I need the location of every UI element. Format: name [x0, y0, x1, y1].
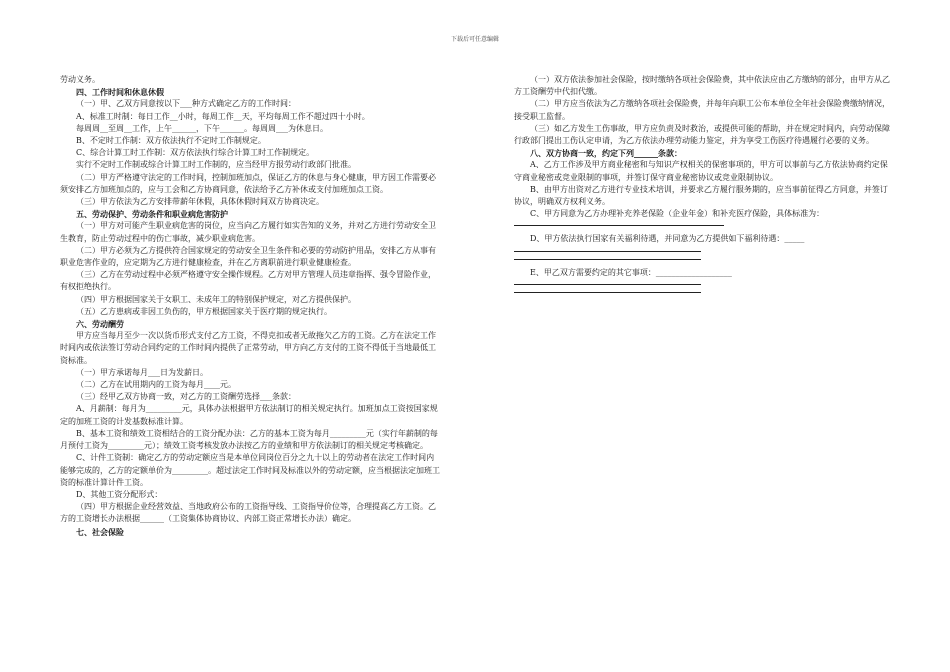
- paragraph: C、计件工资制：确定乙方的劳动定额应当是本单位同岗位百分之九十以上的劳动者在法定工作时间内能够完成的，乙方的定额单价为_________。超过法定工作时间及标准以外的劳动定额，应当根据法定加班工资的标准计算计件工资。: [60, 453, 440, 487]
- section-heading: 七、社会保险: [76, 526, 124, 537]
- paragraph: A、月薪制：每月为_________元，具体办法根据甲方依法制订的相关规定执行。加班加点工资按国家规定的加班工资的计发基数标准计算。: [60, 404, 438, 426]
- paragraph: B、基本工资和绩效工资相结合的工资分配办法：乙方的基本工资为每月_________元（实行年薪制的每月预付工资为_________元）；绩效工资考核发放办法按乙方的业绩和甲方依法制订的相关规定考核确定。: [60, 428, 438, 451]
- paragraph: C、甲方同意为乙方办理补充养老保险（企业年金）和补充医疗保险，具体标准为：: [530, 209, 825, 219]
- paragraph: （三）乙方在劳动过程中必须严格遵守安全操作规程。乙方对甲方管理人员违章指挥、强令冒险作业，有权拒绝执行。: [60, 270, 436, 292]
- paragraph: 每周周__至周__工作，上午______，下午______。每周周___为休息日。: [76, 123, 328, 133]
- paragraph: 劳动义务。: [60, 75, 100, 84]
- paragraph: D、甲方依法执行国家有关福利待遇，并同意为乙方提供如下福利待遇：_____: [530, 234, 805, 244]
- paragraph: 甲方应当每月至少一次以货币形式支付乙方工资，不得克扣或者无故拖欠乙方的工资。乙方在法定工作时间内或依法签订劳动合同约定的工作时间内提供了正常劳动，甲方向乙方支付的工资不得低于当地最低工资标准。: [60, 331, 436, 365]
- paragraph: （二）甲方应当依法为乙方缴纳各项社会保险费，并每年向职工公布本单位全年社会保险费缴纳情况，接受职工监督。: [514, 99, 890, 121]
- paragraph: （一）甲方对可能产生职业病危害的岗位，应当向乙方履行如实告知的义务，并对乙方进行劳动安全卫生教育，防止劳动过程中的伤亡事故，减少职业病危害。: [60, 221, 436, 243]
- fill-in-blank-line: [514, 284, 701, 285]
- paragraph: （二）甲方必须为乙方提供符合国家规定的劳动安全卫生条件和必要的劳动防护用品，安排乙方从事有职业危害作业的，应定期为乙方进行健康检查，并在乙方离职前进行职业健康检查。: [60, 245, 436, 268]
- paragraph: （四）甲方根据国家关于女职工、未成年工的特别保护规定，对乙方提供保护。: [76, 294, 356, 304]
- paragraph: （一）双方依法参加社会保险，按时缴纳各项社会保险费，其中依法应由乙方缴纳的部分，由甲方从乙方工资酬劳中代扣代缴。: [514, 75, 890, 97]
- paragraph: （五）乙方患病或非因工负伤的，甲方根据国家关于医疗期的规定执行。: [76, 306, 332, 316]
- fill-in-blank-line: [514, 292, 701, 293]
- fill-in-blank-line: [514, 259, 701, 260]
- paragraph: A、标准工时制：每日工作__小时，每周工作__天，平均每周工作不超过四十小时。: [76, 111, 370, 121]
- section-heading: 六、劳动酬劳: [76, 319, 124, 330]
- paragraph: D、其他工资分配形式：: [76, 489, 163, 499]
- paragraph: （一）甲方承诺每月___日为发薪日。: [76, 367, 208, 377]
- paragraph: 实行不定时工作制或综合计算工时工作制的，应当经甲方报劳动行政部门批准。: [76, 160, 356, 170]
- paragraph: （三）经甲乙双方协商一致，对乙方的工资酬劳选择___条款：: [76, 392, 296, 402]
- paragraph: （三）甲方依法为乙方安排带薪年休假，具体休假时间双方协商决定。: [76, 197, 324, 207]
- paragraph: （二）甲方严格遵守法定的工作时间，控制加班加点，保证乙方的休息与身心健康，甲方因工作需要必须安排乙方加班加点的，应与工会和乙方协商同意，依法给予乙方补休或支付加班加点工资。: [60, 172, 436, 194]
- section-heading: 五、劳动保护、劳动条件和职业病危害防护: [76, 209, 228, 220]
- left-column: [60, 74, 442, 538]
- paragraph: B、不定时工作制：双方依法执行不定时工作制规定。: [76, 136, 266, 146]
- section-heading: 四、工作时间和休息休假: [76, 87, 164, 98]
- fill-in-blank-line: [514, 251, 701, 252]
- paragraph: C、综合计算工时工作制：双方依法执行综合计算工时工作制规定。: [76, 148, 315, 158]
- paragraph: E、甲乙双方需要约定的其它事项：___________________: [530, 267, 732, 277]
- paragraph: （四）甲方根据企业经营效益、当地政府公布的工资指导线、工资指导价位等，合理提高乙方工资。乙方的工资增长办法根据______（工资集体协商协议、内部工资正常增长办法）确定。: [60, 502, 436, 524]
- paragraph: B、由甲方出资对乙方进行专业技术培训，并要求乙方履行服务期的，应当事前征得乙方同意，并签订协议，明确双方权利义务。: [514, 184, 888, 207]
- paragraph: （三）如乙方发生工伤事故，甲方应负责及时救治，或提供可能的帮助，并在规定时间内，向劳动保障行政部门提出工伤认定申请，为乙方依法办理劳动能力鉴定，并为享受工伤医疗待遇履行必要的义务。: [514, 123, 890, 146]
- page-header: 下载后可任意编辑: [450, 36, 499, 43]
- right-column: [514, 74, 892, 300]
- fill-in-blank-line: [514, 225, 724, 226]
- paragraph: （二）乙方在试用期内的工资为每月____元。: [76, 380, 236, 390]
- paragraph: （一）甲、乙双方同意按以下___种方式确定乙方的工作时间：: [76, 99, 296, 109]
- paragraph: A、乙方工作涉及甲方商业秘密和与知识产权相关的保密事项的，甲方可以事前与乙方依法协商约定保守商业秘密或竞业限制的事项，并签订保守商业秘密协议或竞业限制协议。: [514, 160, 888, 182]
- section-heading: 八、双方协商一致，约定下列______条款：: [530, 148, 682, 159]
